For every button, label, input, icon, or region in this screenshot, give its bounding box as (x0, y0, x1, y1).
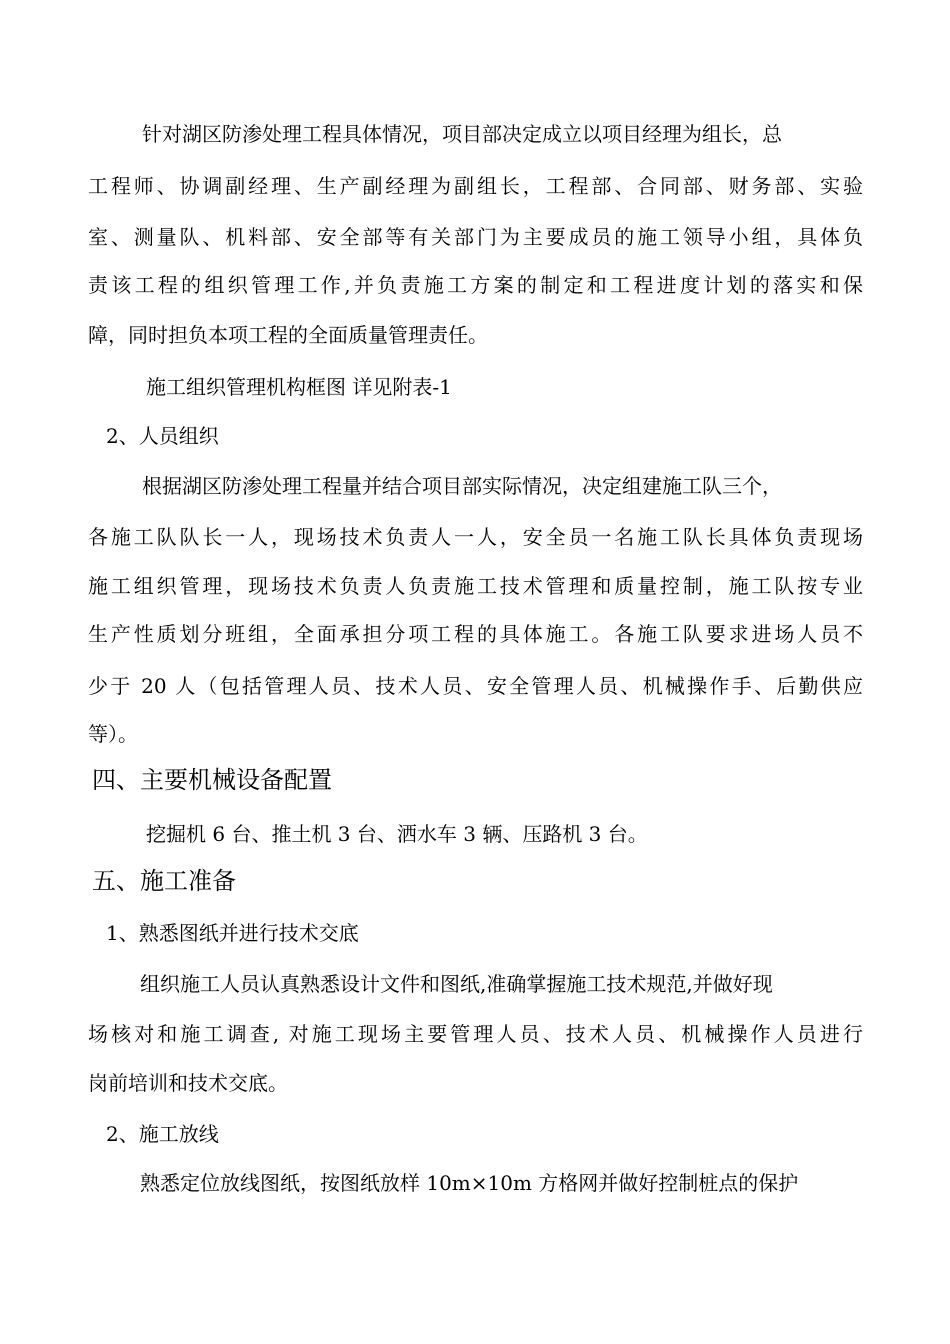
paragraph-line: 责该工程的组织管理工作,并负责施工方案的制定和工程进度计划的落实和保 (88, 273, 863, 297)
paragraph-line: 岗前培训和技术交底。 (88, 1071, 288, 1095)
paragraph-line: 室、测量队、机料部、安全部等有关部门为主要成员的施工领导小组，具体负 (88, 225, 863, 249)
paragraph-line: 少于 20 人（包括管理人员、技术人员、安全管理人员、机械操作手、后勤供应 (88, 674, 863, 698)
paragraph-line: 等）。 (88, 722, 138, 746)
paragraph-line: 各施工队队长一人，现场技术负责人一人，安全员一名施工队长具体负责现场 (88, 525, 863, 549)
section-subheading: 2、人员组织 (106, 424, 219, 448)
paragraph-line: 针对湖区防渗处理工程具体情况，项目部决定成立以项目经理为组长，总 (142, 122, 782, 146)
paragraph-line: 工程师、协调副经理、生产副经理为副组长，工程部、合同部、财务部、实验 (88, 174, 863, 198)
figure-reference: 施工组织管理机构框图 详见附表-1 (146, 375, 452, 399)
section-subheading: 2、施工放线 (106, 1122, 219, 1146)
paragraph-line: 挖掘机 6 台、推土机 3 台、洒水车 3 辆、压路机 3 台。 (146, 822, 648, 846)
section-heading: 五、施工准备 (92, 867, 236, 895)
paragraph-line: 根据湖区防渗处理工程量并结合项目部实际情况，决定组建施工队三个， (142, 474, 782, 498)
paragraph-line: 生产性质划分班组，全面承担分项工程的具体施工。各施工队要求进场人员不 (88, 622, 863, 646)
paragraph-line: 组织施工人员认真熟悉设计文件和图纸,准确掌握施工技术规范,并做好现 (140, 972, 773, 996)
paragraph-line: 施工组织管理，现场技术负责人负责施工技术管理和质量控制，施工队按专业 (88, 574, 863, 598)
paragraph-line: 障，同时担负本项工程的全面质量管理责任。 (88, 323, 488, 347)
section-subheading: 1、熟悉图纸并进行技术交底 (106, 921, 359, 945)
paragraph-line: 场核对和施工调查, 对施工现场主要管理人员、技术人员、机械操作人员进行 (88, 1022, 863, 1046)
section-heading: 四、主要机械设备配置 (92, 766, 332, 794)
paragraph-line: 熟悉定位放线图纸，按图纸放样 10m×10m 方格网并做好控制桩点的保护 (140, 1171, 799, 1195)
